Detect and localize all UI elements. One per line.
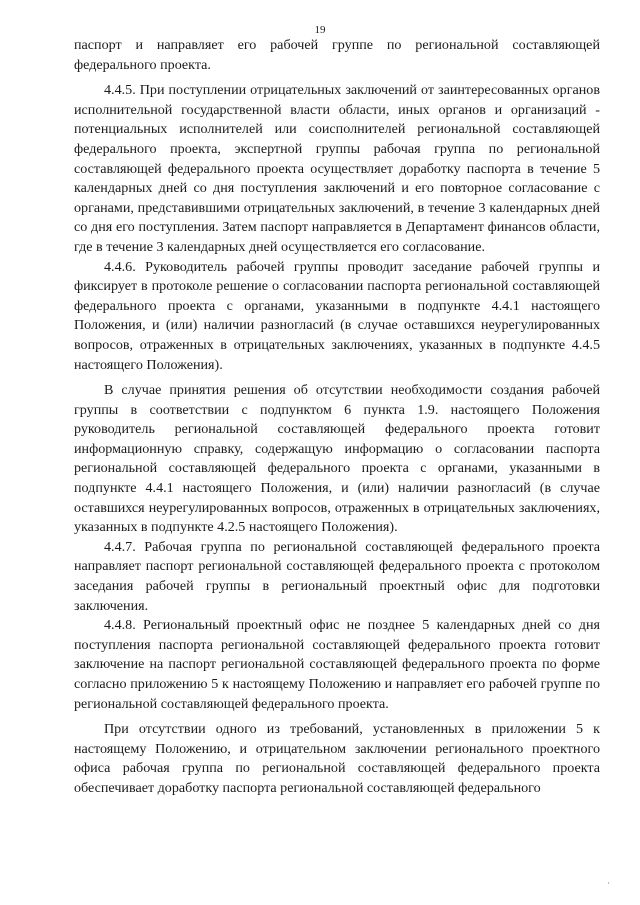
scan-mark: · — [607, 878, 610, 888]
paragraph-4-4-8: 4.4.8. Региональный проектный офис не позднее 5 календарных дней со дня поступления паспорта региональной составляющей федерального проекта готовит заключение на паспорт региональной составляющей федерального проекта по форме согласно приложению 5 к настоящему Положению и направляет его рабочей группе по региональной составляющей федерального проекта. — [74, 617, 600, 712]
paragraph-4-4-5: 4.4.5. При поступлении отрицательных заключений от заинтересованных органов исполнительной государственной власти области, иных органов и организаций - потенциальных исполнителей или соисполнителей региональной составляющей федерального проекта, экспертной группы рабочая группа по региональной составляющей федерального проекта осуществляет доработку паспорта в течение 5 календарных дней со дня поступления заключений и его повторное согласование с органами, представившими отрицательных заключений, в течение 3 календарных дней со дня его поступления. Затем паспорт направляется в Департамент финансов области, где в течение 3 календарных дней осуществляется его согласование. — [74, 82, 600, 255]
paragraph-requirements-absent: При отсутствии одного из требований, установленных в приложении 5 к настоящему Положению, и отрицательном заключении регионального проектного офиса рабочая группа по региональной составляющей федерального проекта обеспечивает доработку паспорта региональной составляющей федерального — [74, 721, 600, 796]
paragraph-4-4-7: 4.4.7. Рабочая группа по региональной составляющей федерального проекта направляет паспорт региональной составляющей федерального проекта с протоколом заседания рабочей группы в региональный проектный офис для подготовки заключения. — [74, 538, 600, 614]
paragraph-no-working-group: В случае принятия решения об отсутствии необходимости создания рабочей группы в соответствии с подпунктом 6 пункта 1.9. настоящего Положения руководитель региональной составляющей федерального проекта готовит информационную справку, содержащую информацию о согласовании паспорта региональной составляющей федерального проекта с органами, указанными в подпункте 4.4.1 настоящего Положения, и (или) наличии разногласий (в случае оставшихся неурегулированных вопросов, отраженных в отрицательных заключениях, указанных в подпункте 4.2.5 настоящего Положения). — [74, 382, 600, 536]
paragraph-continuation: паспорт и направляет его рабочей группе по региональной составляющей федерального проекта. — [74, 37, 600, 73]
page-number: 19 — [314, 24, 326, 36]
document-body — [74, 36, 600, 799]
paragraph-4-4-6: 4.4.6. Руководитель рабочей группы проводит заседание рабочей группы и фиксирует в протоколе решение о согласовании паспорта региональной составляющей федерального проекта с органами, указанными в подпункте 4.4.1 настоящего Положения, и (или) наличии разногласий (в случае оставшихся неурегулированных вопросов, отраженных в отрицательных заключениях, указанных в подпункте 4.4.5 настоящего Положения). — [74, 258, 600, 373]
